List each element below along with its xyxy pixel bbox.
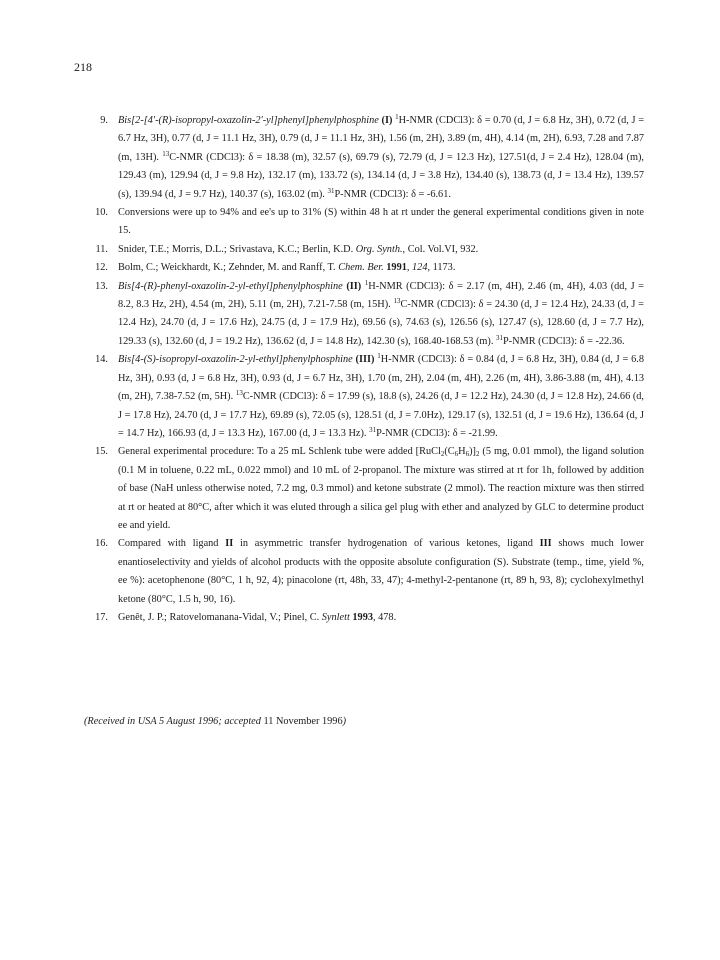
- note-text-segment: in asymmetric transfer hydrogenation of various ketones, ligand: [233, 538, 540, 550]
- note-text-segment: III: [539, 538, 552, 550]
- note-text-segment: P-NMR (CDCl3): δ = -22.36.: [502, 335, 625, 347]
- note-item: [84, 259, 644, 277]
- note-text-segment: 1: [364, 278, 369, 287]
- note-text-segment: (I): [381, 115, 393, 126]
- note-text-segment: C-NMR (CDCl3): δ = 24.30 (d, J = 12.4 Hz), 24.33 (d, J = 12.4 Hz), 24.70 (d, J = 17.6 Hz), 24.75 (d, J = 17.9 Hz), 69.56 (s), 74.63 (s), 126.56 (s), 127.47 (s), 128.60 (d, J = 7.7 Hz), 129.33 (s), 132.60 (d, J = 19.2 Hz), 136.62 (d, J = 14.8 Hz), 142.30 (s), 168.40-168.53 (m).: [118, 299, 644, 347]
- note-number: 10.: [95, 207, 108, 219]
- note-text-segment: 1: [377, 352, 381, 361]
- note-text-segment: H-NMR (CDCl3): δ = 0.70 (d, J = 6.8 Hz, 3H), 0.72 (d, J = 6.7 Hz, 3H), 0.77 (d, J = 11.1 Hz, 3H), 0.79 (d, J = 11.1 Hz, 3H), 1.56 (m, 2H), 3.89 (m, 4H), 4.14 (m, 2H), 6.93, 7.28 and 7.87 (m, 13H).: [118, 115, 645, 163]
- note-text-segment: )]: [469, 446, 476, 458]
- note-number: 17.: [95, 611, 108, 623]
- note-text-segment: P-NMR (CDCl3): δ = -21.99.: [376, 427, 498, 439]
- note-text-segment: Bolm, C.; Weickhardt, K.; Zehnder, M. and Ranff, T.: [118, 262, 339, 274]
- note-text-segment: 31: [327, 186, 335, 195]
- note-text-segment: C-NMR (CDCl3): δ = 18.38 (m), 32.57 (s), 69.79 (s), 72.79 (d, J = 12.3 Hz), 127.51(d, J = 2.4 Hz), 128.04 (m), 129.43 (m), 129.94 (d, J = 9.8 Hz), 132.17 (m), 133.72 (s), 134.14 (d, J = 3.8 Hz), 134.40 (s), 138.73 (d, J = 13.4 Hz), 139.57 (s), 139.94 (d, J = 9.7 Hz), 140.37 (s), 163.02 (m).: [118, 151, 644, 200]
- note-text-segment: Synlett: [321, 611, 350, 623]
- note-item: [84, 443, 644, 535]
- note-text-segment: II: [225, 538, 234, 550]
- note-text-segment: H-NMR (CDCl3): δ = 2.17 (m, 4H), 2.46 (m, 4H), 4.03 (dd, J = 8.2, 8.3 Hz, 2H), 4.54 (m, 2H), 5.11 (m, 2H), 7.21-7.58 (m, 15H).: [118, 280, 644, 311]
- note-item: [84, 278, 644, 352]
- note-text-segment: Bis[2-[4'-(R)-isopropyl-oxazolin-2'-yl]phenyl]phenylphosphine: [118, 115, 379, 126]
- note-number: 14.: [95, 354, 108, 366]
- note-text-segment: 2: [440, 450, 445, 459]
- note-item: [84, 609, 644, 627]
- note-text-segment: , 478.: [372, 611, 397, 623]
- note-number: 13.: [95, 280, 108, 292]
- note-text-segment: 31: [495, 333, 503, 342]
- note-text-segment: , Col. Vol.VI, 932.: [402, 243, 479, 255]
- note-text-segment: shows much lower enantioselectivity and yields of alcohol products with the opposite absolute configuration (S). Substrate (temp., time, yield %, ee %): acetophenone (80°C, 1 h, 92, 4); pinacolone (rt, 48h, 33, 47); 4-methyl-2-pentanone (rt, 89 h, 93, 8); cyclohexylmethyl ketone (80°C, 1.5 h, 90, 16).: [118, 538, 644, 605]
- note-text-segment: 1993: [352, 611, 373, 623]
- note-text-segment: (C: [444, 446, 455, 458]
- note-item: [84, 535, 644, 609]
- note-item: [84, 112, 644, 204]
- received-close: ): [342, 716, 347, 727]
- note-number: 11.: [95, 243, 108, 255]
- note-number: 9.: [100, 115, 108, 126]
- notes-list: [84, 112, 644, 627]
- note-text-segment: 31: [369, 425, 377, 434]
- note-text-segment: Snider, T.E.; Morris, D.L.; Srivastava, K.C.; Berlin, K.D.: [118, 243, 356, 255]
- note-text-segment: (5 mg, 0.01 mmol), the ligand solution (0.1 M in toluene, 0.22 mL, 0.022 mmol) and 10 mL of 2-propanol. The mixture was stirred at rt for 1h, followed by addition of base (NaH unless otherwise noted, 7.2 mg, 0.3 mmol) and ketone substrate (2 mmol). The reaction mixture was then stirred at rt or heated at 80°C, after which it was eluted through a silica gel plug with ether and analyzed by GLC to determine product ee and yield.: [118, 446, 644, 531]
- note-text-segment: C-NMR (CDCl3): δ = 17.99 (s), 18.8 (s), 24.26 (d, J = 12.2 Hz), 24.30 (d, J = 12.8 Hz), 24.66 (d, J = 17.8 Hz), 24.70 (d, J = 17.7 Hz), 69.89 (s), 72.05 (s), 128.51 (d, J = 7.0Hz), 129.17 (s), 132.51 (d, J = 19.6 Hz), 136.64 (d, J = 14.7 Hz), 166.93 (d, J = 13.3 Hz), 167.00 (d, J = 13.3 Hz).: [118, 391, 644, 439]
- note-text-segment: Org. Synth.: [355, 243, 403, 255]
- note-text-segment: Bis[4-(R)-phenyl-oxazolin-2-yl-ethyl]phenylphosphine: [118, 280, 343, 292]
- note-text-segment: P-NMR (CDCl3): δ = -6.61.: [334, 188, 451, 200]
- note-text-segment: 6: [465, 450, 470, 459]
- note-text-segment: , 1173.: [427, 262, 456, 274]
- accepted-label: ; accepted: [218, 716, 264, 727]
- note-text-segment: (III): [355, 354, 375, 366]
- note-number: 16.: [95, 538, 108, 550]
- note-text-segment: 13: [393, 297, 401, 306]
- note-number: 15.: [95, 446, 108, 458]
- received-date: 5 August 1996: [159, 716, 219, 727]
- note-item: [84, 351, 644, 443]
- note-text-segment: Genêt, J. P.; Ratovelomanana-Vidal, V.; Pinel, C.: [118, 611, 322, 623]
- note-number: 12.: [95, 262, 108, 274]
- note-text-segment: H: [458, 446, 466, 458]
- received-open: (Received in USA: [84, 716, 159, 727]
- received-line: [84, 716, 346, 727]
- note-text-segment: 1: [395, 113, 399, 121]
- page-number: 218: [74, 60, 92, 74]
- note-text-segment: Bis[4-(S)-isopropyl-oxazolin-2-yl-ethyl]phenylphosphine: [118, 354, 353, 366]
- note-item: [84, 204, 644, 241]
- note-text-segment: H-NMR (CDCl3): δ = 0.84 (d, J = 6.8 Hz, 3H), 0.84 (d, J = 6.8 Hz, 3H), 0.93 (d, J = 6.8 Hz, 3H), 0.93 (d, J = 6.7 Hz, 3H), 1.70 (m, 2H), 2.04 (m, 4H), 2.26 (m, 4H), 3.86-3.88 (m, 4H), 4.13 (m, 2H), 7.38-7.52 (m, 5H).: [118, 354, 645, 403]
- note-text-segment: 1991: [386, 262, 407, 274]
- note-text-segment: Chem. Ber.: [338, 262, 384, 274]
- note-item: [84, 241, 644, 259]
- note-text-segment: Compared with ligand: [118, 538, 226, 550]
- note-text-segment: (II): [346, 280, 362, 292]
- accepted-date: 11 November 1996: [263, 716, 343, 727]
- note-text-segment: 6: [454, 450, 459, 459]
- note-text-segment: ,: [406, 262, 413, 274]
- note-text-segment: 13: [162, 149, 170, 158]
- note-text-segment: Conversions were up to 94% and ee's up to 31% (S) within 48 h at rt under the general experimental conditions given in note 15.: [118, 207, 644, 237]
- note-text-segment: General experimental procedure: To a 25 mL Schlenk tube were added [RuCl: [118, 446, 441, 458]
- note-text-segment: 124: [412, 262, 428, 274]
- note-text-segment: 2: [475, 450, 480, 459]
- note-text-segment: 13: [235, 389, 243, 398]
